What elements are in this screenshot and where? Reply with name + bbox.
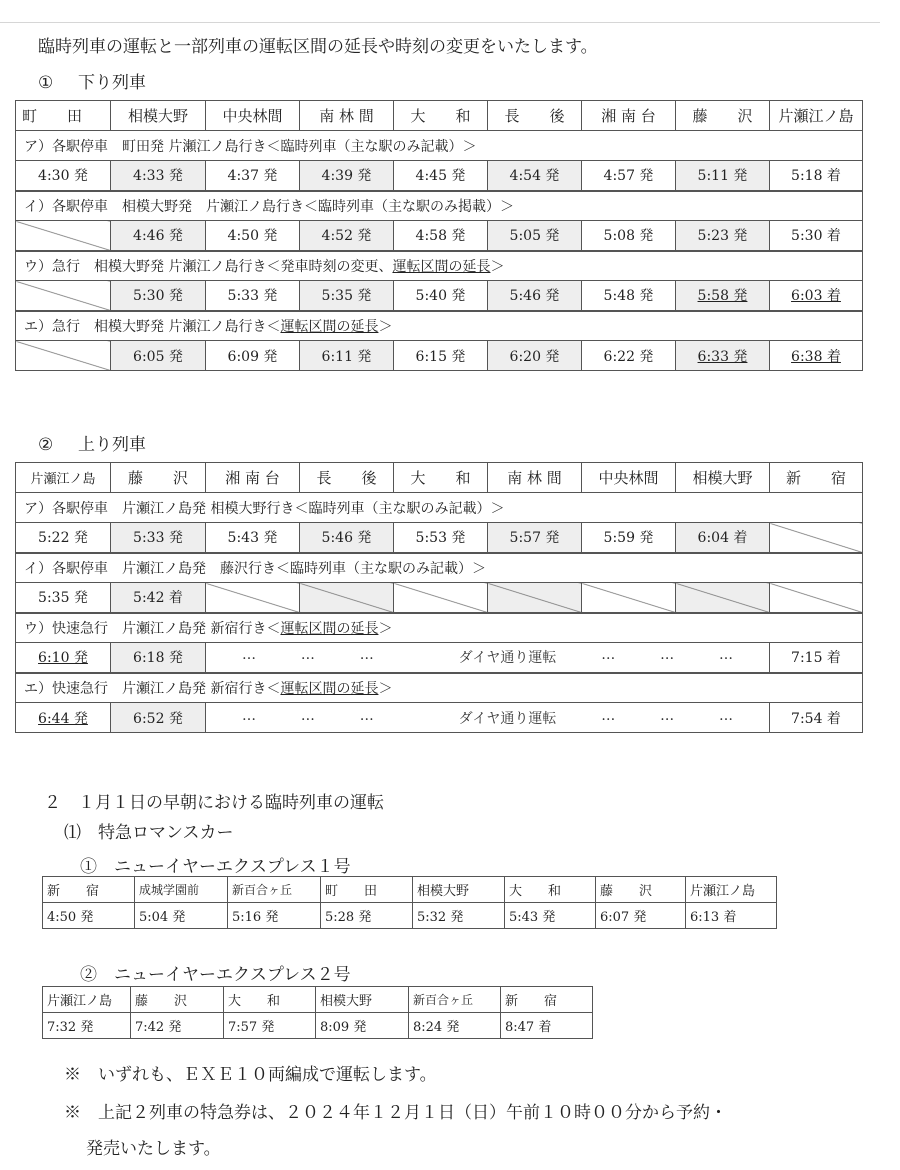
empty-slash-cell (488, 583, 582, 613)
section2-subtitle: ⑴ 特急ロマンスカー (64, 823, 234, 843)
time-cell: 7:54 着 (770, 703, 863, 733)
station-header: 中央林間 (582, 463, 676, 493)
station-header: 藤 沢 (596, 877, 686, 903)
station-header: 新 宿 (770, 463, 863, 493)
station-header: 南 林 間 (488, 463, 582, 493)
time-cell: 5:42 着 (111, 583, 206, 613)
time-cell: 6:33 発 (676, 341, 770, 371)
train-times-row (16, 523, 863, 553)
station-header: 相模大野 (413, 877, 505, 903)
down-timetable (15, 100, 863, 371)
exp1-timetable (42, 876, 777, 929)
time-cell: 8:47 着 (501, 1013, 593, 1039)
up-heading: ② 上り列車 (38, 435, 146, 455)
time-cell: 6:18 発 (111, 643, 206, 673)
time-cell: 4:58 発 (394, 221, 488, 251)
note-formation: ※ いずれも、ＥＸＥ１０両編成で運転します。 (64, 1065, 437, 1085)
time-cell: 7:57 発 (224, 1013, 316, 1039)
time-cell: 5:53 発 (394, 523, 488, 553)
time-cell: 4:37 発 (206, 161, 300, 191)
station-header: 町 田 (16, 101, 111, 131)
empty-slash-cell (582, 583, 676, 613)
station-header: 相模大野 (111, 101, 206, 131)
time-cell: 5:57 発 (488, 523, 582, 553)
section2-title: ２ １月１日の早朝における臨時列車の運転 (44, 793, 384, 813)
train-times-row (16, 221, 863, 251)
note-ticket-sale: ※ 上記２列車の特急券は、２０２４年１２月１日（日）午前１０時００分から予約・ (64, 1103, 727, 1123)
time-cell: 5:32 発 (413, 903, 505, 929)
train-title: ウ）快速急行 片瀬江ノ島発 新宿行き＜運転区間の延長＞ (16, 613, 863, 643)
station-header: 新 宿 (501, 987, 593, 1013)
train-title: エ）急行 相模大野発 片瀬江ノ島行き＜運転区間の延長＞ (16, 311, 863, 341)
time-cell: 4:33 発 (111, 161, 206, 191)
time-cell: 5:04 発 (135, 903, 228, 929)
station-header: 藤 沢 (111, 463, 206, 493)
empty-slash-cell (206, 583, 300, 613)
time-cell: 5:40 発 (394, 281, 488, 311)
schedule-note-cell: … … … ダイヤ通り運転 … … … (206, 643, 770, 673)
empty-slash-cell (16, 341, 111, 371)
time-cell: 6:07 発 (596, 903, 686, 929)
station-header: 片瀬江ノ島 (43, 987, 131, 1013)
exp2-timetable (42, 986, 593, 1039)
station-header-row (16, 463, 863, 493)
train-title: ア）各駅停車 町田発 片瀬江ノ島行き＜臨時列車（主な駅のみ記載）＞ (16, 131, 863, 161)
train-title: イ）各駅停車 片瀬江ノ島発 藤沢行き＜臨時列車（主な駅のみ記載）＞ (16, 553, 863, 583)
note-ticket-sale-cont: 発売いたします。 (86, 1139, 221, 1159)
station-header: 藤 沢 (676, 101, 770, 131)
schedule-note: ダイヤ通り運転 (458, 650, 557, 667)
station-header: 南 林 間 (300, 101, 394, 131)
time-cell: 8:24 発 (409, 1013, 501, 1039)
exp2-heading: ② ニューイヤーエクスプレス２号 (80, 965, 351, 985)
station-header: 成城学園前 (135, 877, 228, 903)
train-times-row (16, 643, 863, 673)
time-cell: 4:52 発 (300, 221, 394, 251)
empty-slash-cell (770, 523, 863, 553)
station-header: 大 和 (224, 987, 316, 1013)
time-cell: 5:59 発 (582, 523, 676, 553)
schedule-note-cell: … … … ダイヤ通り運転 … … … (206, 703, 770, 733)
time-cell: 5:30 発 (111, 281, 206, 311)
station-header-row (43, 987, 593, 1013)
time-cell: 5:05 発 (488, 221, 582, 251)
time-cell: 5:28 発 (321, 903, 413, 929)
station-header: 片瀬江ノ島 (770, 101, 863, 131)
time-cell: 5:35 発 (16, 583, 111, 613)
time-cell: 7:42 発 (131, 1013, 224, 1039)
station-header: 相模大野 (676, 463, 770, 493)
train-times-row (16, 161, 863, 191)
time-cell: 6:05 発 (111, 341, 206, 371)
time-cell: 5:23 発 (676, 221, 770, 251)
time-cell: 5:35 発 (300, 281, 394, 311)
train-title: エ）快速急行 片瀬江ノ島発 新宿行き＜運転区間の延長＞ (16, 673, 863, 703)
time-cell: 6:38 着 (770, 341, 863, 371)
time-cell: 6:22 発 (582, 341, 676, 371)
time-cell: 5:48 発 (582, 281, 676, 311)
empty-slash-cell (394, 583, 488, 613)
train-times-row (43, 1013, 593, 1039)
time-cell: 6:11 発 (300, 341, 394, 371)
empty-slash-cell (300, 583, 394, 613)
exp1-heading: ① ニューイヤーエクスプレス１号 (80, 857, 351, 877)
time-cell: 6:44 発 (16, 703, 111, 733)
station-header: 町 田 (321, 877, 413, 903)
time-cell: 5:33 発 (206, 281, 300, 311)
time-cell: 6:13 着 (686, 903, 777, 929)
time-cell: 5:33 発 (111, 523, 206, 553)
station-header-row (43, 877, 777, 903)
station-header: 湘 南 台 (582, 101, 676, 131)
time-cell: 5:16 発 (228, 903, 321, 929)
station-header: 新百合ヶ丘 (409, 987, 501, 1013)
train-times-row (43, 903, 777, 929)
time-cell: 5:08 発 (582, 221, 676, 251)
time-cell: 5:58 発 (676, 281, 770, 311)
station-header: 新 宿 (43, 877, 135, 903)
station-header: 片瀬江ノ島 (686, 877, 777, 903)
station-header: 藤 沢 (131, 987, 224, 1013)
time-cell: 5:46 発 (300, 523, 394, 553)
time-cell: 4:50 発 (206, 221, 300, 251)
train-times-row (16, 583, 863, 613)
time-cell: 6:52 発 (111, 703, 206, 733)
time-cell: 6:09 発 (206, 341, 300, 371)
time-cell: 4:39 発 (300, 161, 394, 191)
train-times-row (16, 703, 863, 733)
train-title: ア）各駅停車 片瀬江ノ島発 相模大野行き＜臨時列車（主な駅のみ記載）＞ (16, 493, 863, 523)
station-header-row (16, 101, 863, 131)
station-header: 長 後 (488, 101, 582, 131)
station-header: 長 後 (300, 463, 394, 493)
time-cell: 6:10 発 (16, 643, 111, 673)
time-cell: 4:50 発 (43, 903, 135, 929)
station-header: 大 和 (505, 877, 596, 903)
empty-slash-cell (16, 281, 111, 311)
time-cell: 5:11 発 (676, 161, 770, 191)
station-header: 大 和 (394, 463, 488, 493)
time-cell: 4:54 発 (488, 161, 582, 191)
station-header: 相模大野 (316, 987, 409, 1013)
time-cell: 5:46 発 (488, 281, 582, 311)
empty-slash-cell (16, 221, 111, 251)
train-title: ウ）急行 相模大野発 片瀬江ノ島行き＜発車時刻の変更、運転区間の延長＞ (16, 251, 863, 281)
time-cell: 7:15 着 (770, 643, 863, 673)
time-cell: 5:43 発 (206, 523, 300, 553)
train-title: イ）各駅停車 相模大野発 片瀬江ノ島行き＜臨時列車（主な駅のみ掲載）＞ (16, 191, 863, 221)
time-cell: 5:43 発 (505, 903, 596, 929)
top-divider (0, 22, 880, 23)
time-cell: 6:20 発 (488, 341, 582, 371)
time-cell: 5:30 着 (770, 221, 863, 251)
time-cell: 5:22 発 (16, 523, 111, 553)
schedule-note: ダイヤ通り運転 (458, 710, 557, 727)
time-cell: 8:09 発 (316, 1013, 409, 1039)
time-cell: 6:03 着 (770, 281, 863, 311)
station-header: 大 和 (394, 101, 488, 131)
empty-slash-cell (676, 583, 770, 613)
time-cell: 5:18 着 (770, 161, 863, 191)
down-heading: ① 下り列車 (38, 73, 146, 93)
time-cell: 6:04 着 (676, 523, 770, 553)
station-header: 新百合ヶ丘 (228, 877, 321, 903)
train-times-row (16, 281, 863, 311)
up-timetable (15, 462, 863, 733)
station-header: 片瀬江ノ島 (16, 463, 111, 493)
time-cell: 7:32 発 (43, 1013, 131, 1039)
train-times-row (16, 341, 863, 371)
station-header: 湘 南 台 (206, 463, 300, 493)
intro-text: 臨時列車の運転と一部列車の運転区間の延長や時刻の変更をいたします。 (38, 37, 598, 57)
time-cell: 4:30 発 (16, 161, 111, 191)
station-header: 中央林間 (206, 101, 300, 131)
empty-slash-cell (770, 583, 863, 613)
time-cell: 6:15 発 (394, 341, 488, 371)
time-cell: 4:45 発 (394, 161, 488, 191)
time-cell: 4:57 発 (582, 161, 676, 191)
time-cell: 4:46 発 (111, 221, 206, 251)
